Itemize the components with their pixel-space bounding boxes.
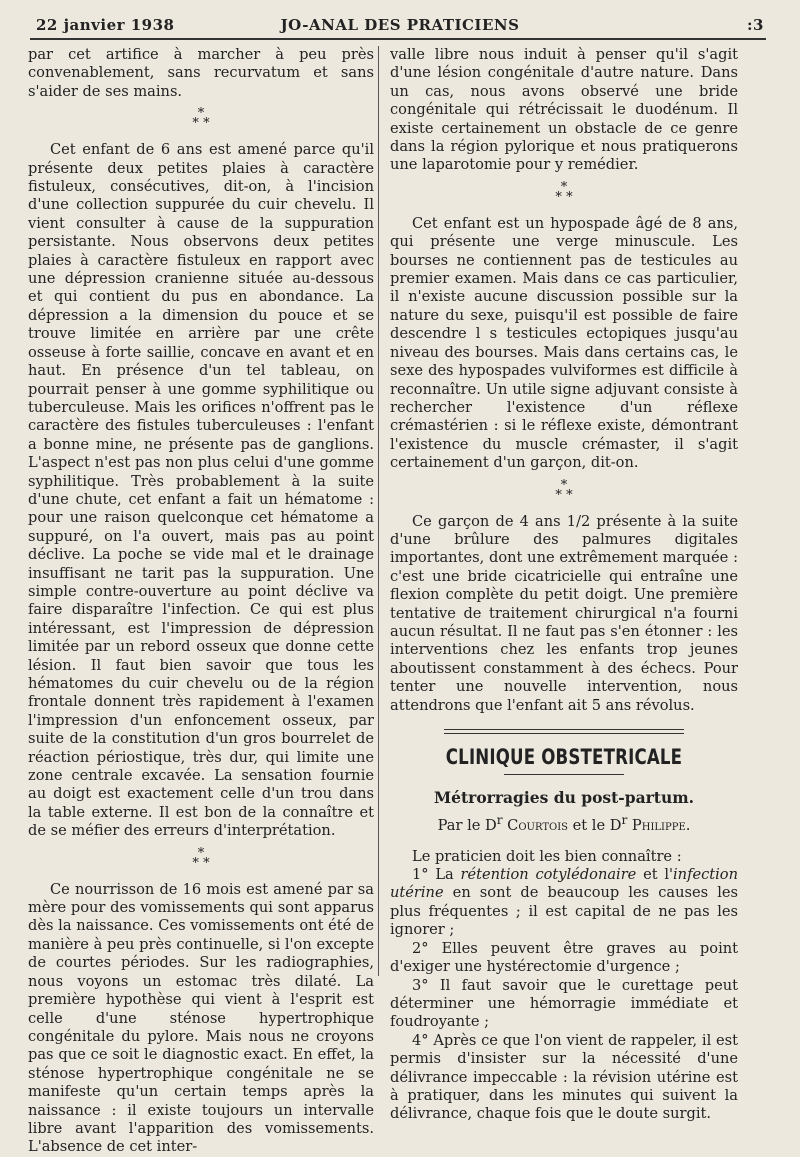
header-date: 22 janvier 1938 [36,16,175,34]
paragraph: valle libre nous induit à penser qu'il s'agit d'une lésion congénitale d'autre nature. Dans un cas, nous avons observé une bride congénitale qui rétrécissait le duodénum. Il existe certainement un obstacle de ce genre dans la région pylorique et nous pratiquerons une laparotomie pour y remédier. [390,46,738,174]
section-separator-stars: * * * [192,106,210,132]
section-separator-stars: * * * [192,845,210,871]
paragraph: Cet enfant est un hypospade âgé de 8 ans, qui présente une verge minuscule. Les bourses ne contiennent pas de testicules au premier examen. Mais dans ce cas particulier, il n'existe aucune discussion possible sur la nature du sexe, puisqu'il est possible de faire descendre l s testicules ectopiques jusqu'au niveau des bourses. Mais dans certains cas, le sexe des hypospades vulviformes est difficile à reconnaître. Un utile signe adjuvant consiste à rechercher l'existence d'un réflexe crémastérien : si le réflexe existe, démontrant l'existence du muscle crémaster, il s'agit certainement d'un garçon, dit-on. [390,214,738,472]
list-item: 2° Elles peuvent être graves au point d'exiger une hystérectomie d'urgence ; [390,939,738,976]
header-journal-title: JO-ANAL DES PRATICIENS [280,16,520,34]
left-column [28,46,374,1157]
section-title: CLINIQUE OBSTETRICALE [445,745,683,769]
list-item: 1° La rétention cotylédonaire et l'infection utérine en sont de beaucoup les causes les plus fréquentes ; il est capital de ne pas les ignorer ; [390,866,738,939]
section-rule [444,729,684,734]
header-page-number: :3 [747,16,764,34]
list-item: 4° Après ce que l'on vient de rappeler, il est permis d'insister sur la nécessité d'une délivrance impeccable : la révision utérine est à pratiquer, dans les minutes qui suivent la délivrance, chaque fois que le doute surgit. [390,1031,738,1123]
right-column [390,46,738,1124]
list-item: 3° Il faut savoir que le curettage peut déterminer une hémorragie immédiate et foudroyante ; [390,976,738,1031]
paragraph: Cet enfant de 6 ans est amené parce qu'il présente deux petites plaies à caractère fistuleux, consécutives, dit-on, à l'incision d'une collection suppurée du cuir chevelu. Il vient consulter à cause de la suppuration persistante. Nous observons deux petites plaies à caractère fistuleux en rapport avec une dépression cranienne située au-dessous et qui contient du pus en abondance. La dépression a la dimension du pouce et se trouve limitée en arrière par une crête osseuse à forte saillie, concave en avant et en haut. En présence d'un tel tableau, on pourrait penser à une gomme syphilitique ou tuberculeuse. Mais les orifices n'offrent pas le caractère des fistules tuberculeuses : l'enfant a bonne mine, ne présente pas de ganglions. L'aspect n'est pas non plus celui d'une gomme syphilitique. Très probablement à la suite d'une chute, cet enfant a fait un hématome : pour une raison quelconque cet hématome a suppuré, on l'a ouvert, mais pas au point déclive. La poche se vide mal et le drainage insuffisant ne tarit pas la suppuration. Une simple contre-ouverture au point déclive va faire disparaître l'infection. Ce qui est plus intéressant, est l'impression de dépression limitée par un rebord osseux que donne cette lésion. Il faut bien savoir que tous les hématomes du cuir chevelu ou de la région frontale donnent très rapidement à l'examen l'impression d'un enfoncement osseux, par suite de la constitution d'un gros bourrelet de réaction périostique, très dur, qui limite une zone centrale excavée. La sensation fournie au doigt est exactement celle d'un trou dans la table externe. Il est bon de la connaître et de se méfier des erreurs d'interprétation. [28,141,374,840]
article-title: Métrorragies du post-partum. [433,788,695,807]
paragraph: Ce nourrisson de 16 mois est amené par sa mère pour des vomissements qui sont apparus dès la naissance. Ces vomissements ont été de manière à peu près continuelle, si l'on excepte de courtes périodes. Sur les radiographies, nous voyons un estomac très dilaté. La première hypothèse qui vient à l'esprit est celle d'une sténose hypertrophique congénitale du pylore. Mais nous ne croyons pas que ce soit le diagnostic exact. En effet, la sténose hypertrophique congénitale ne se manifeste qu'un certain temps après la naissance : il existe toujours un intervalle libre avant l'apparition des vomissements. L'absence de cet inter- [28,880,374,1156]
paragraph: par cet artifice à marcher à peu près convenablement, sans recurvatum et sans s'aider de ses mains. [28,46,374,100]
paragraph: Ce garçon de 4 ans 1/2 présente à la suite d'une brûlure des palmures digitales importantes, dont une extrêmement marquée : c'est une bride cicatricielle qui entraîne une flexion complète du petit doigt. Une première tentative de traitement chirurgical n'a fourni aucun résultat. Il ne faut pas s'en étonner : les interventions chez les enfants trop jeunes aboutissent constamment à des échecs. Pour tenter une nouvelle intervention, nous attendrons que l'enfant ait 5 ans révolus. [390,512,738,714]
column-divider [378,46,379,976]
paragraph: Le praticien doit les bien connaître : [412,847,682,865]
page-header [36,14,764,36]
article-byline: Par le $D^r$ Courtois et le $D^r$ Philippe. [437,813,691,835]
section-separator-stars: * * * [555,179,573,205]
header-rule [30,38,766,40]
section-title-underline [504,774,624,775]
section-separator-stars: * * * [555,477,573,503]
